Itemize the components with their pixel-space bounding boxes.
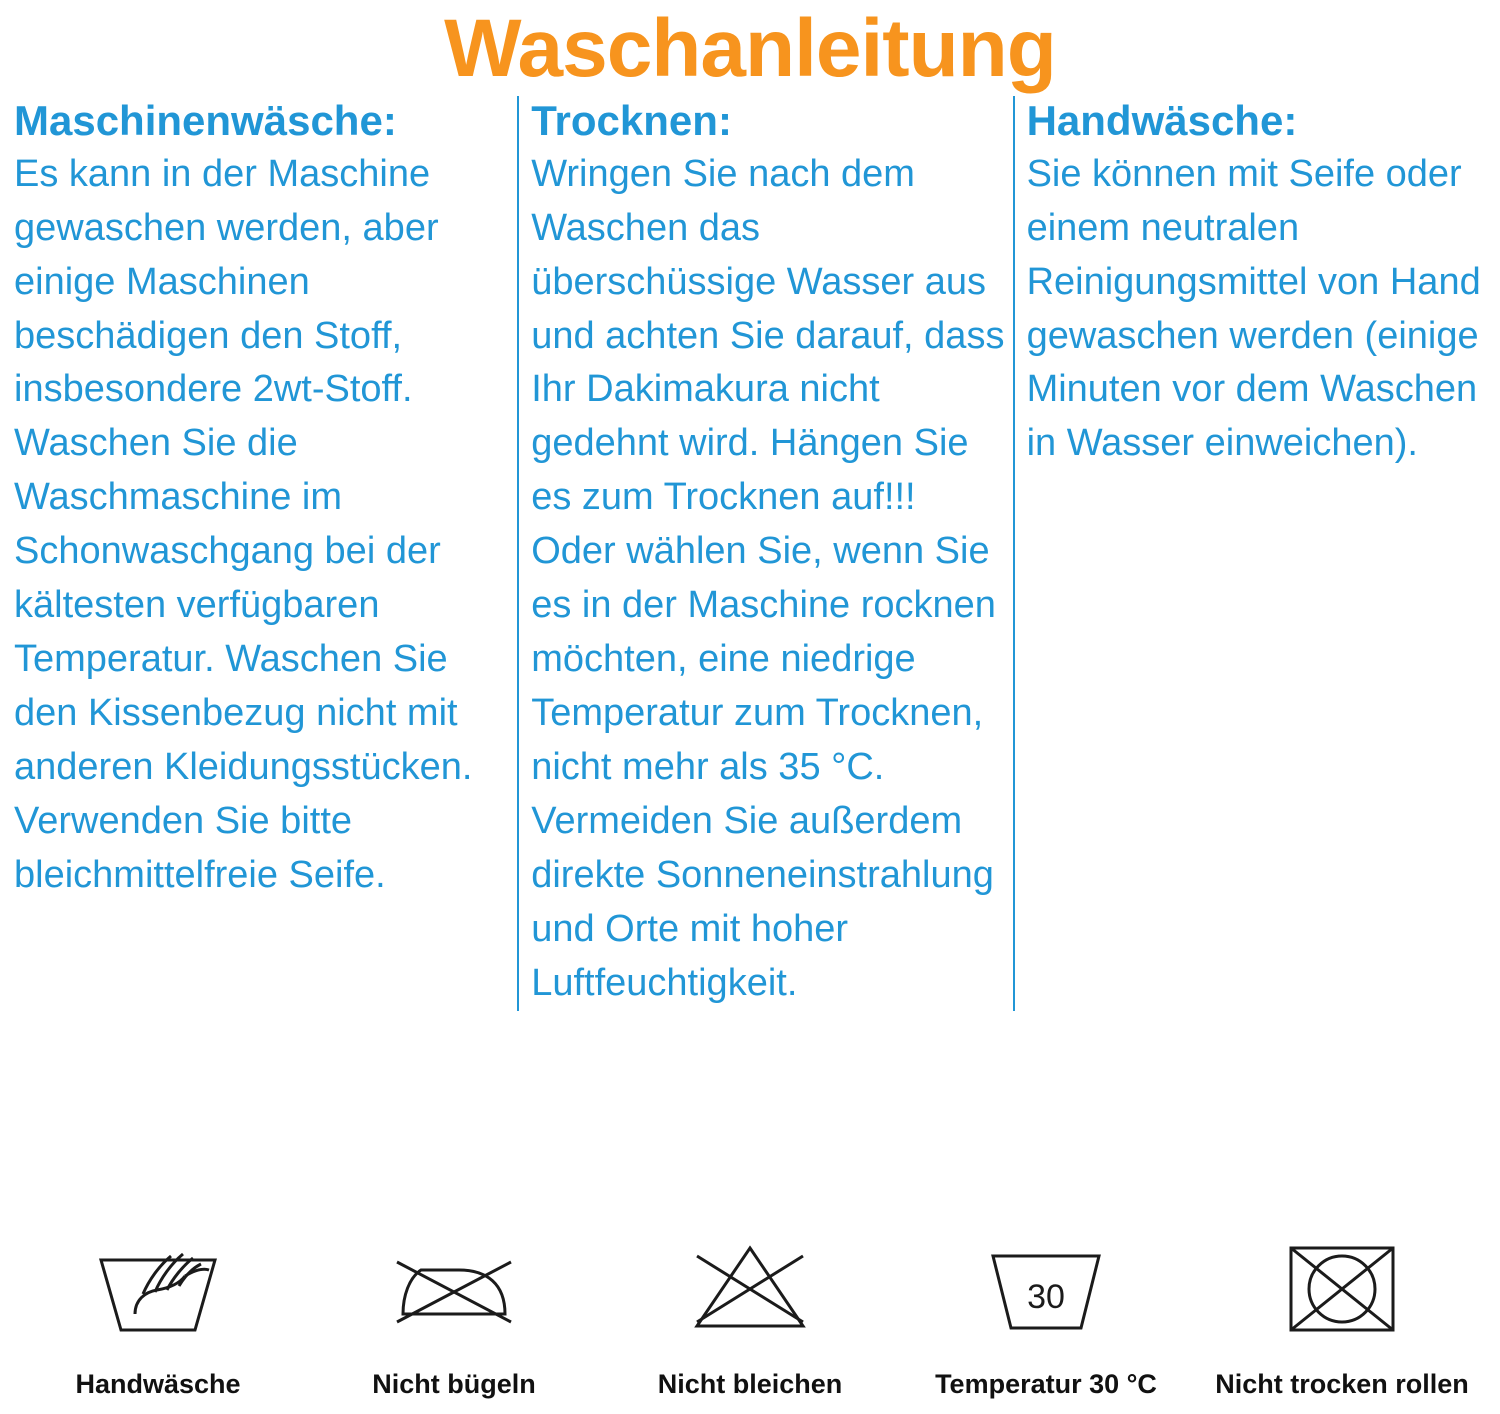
column-body-machine-wash: Es kann in der Maschine gewaschen werden, aber einige Maschinen beschädigen den Stoff, insbesondere 2wt-Stoff. Waschen Sie die Waschmaschine im Schonwaschgang bei der kältesten verfügbaren Temperatur. Waschen Sie den Kissenbezug nicht mit anderen Kleidungsstücken. Verwenden Sie bitte bleichmittelfreie Seife. [14,152,473,897]
care-symbol-caption: Nicht trocken rollen [1215,1369,1469,1399]
column-heading-machine-wash: Maschinenwäsche: [14,97,397,145]
wash-30-degrees-icon [971,1217,1121,1347]
column-heading-drying: Trocknen: [531,97,732,145]
instruction-columns [0,96,1500,1096]
care-symbol-hand-wash [18,1217,298,1400]
care-instructions-page [0,3,1500,1414]
care-symbol-caption: Nicht bügeln [372,1369,536,1399]
svg-text:30: 30 [1027,1278,1065,1316]
column-machine-wash [8,96,517,903]
care-symbol-caption: Nicht bleichen [657,1369,843,1399]
column-hand-wash [1015,96,1492,471]
column-heading-hand-wash: Handwäsche: [1026,97,1298,145]
column-body-drying: Wringen Sie nach dem Waschen das überschüssige Wasser aus und achten Sie darauf, dass Ihr Dakimakura nicht gedehnt wird. Hängen Sie es zum Trocknen auf!!! Oder wählen Sie, wenn Sie es in der Maschine rocknen möchten, eine niedrige Temperatur zum Trocknen, nicht mehr als 35 °C. Vermeiden Sie außerdem direkte Sonneneinstrahlung und Orte mit hoher Luftfeuchtigkeit. [531,152,1005,1004]
do-not-iron-icon [379,1217,529,1347]
care-symbol-wash-30 [906,1217,1186,1400]
column-drying [517,96,1014,1011]
care-symbol-do-not-bleach [610,1217,890,1400]
care-symbol-do-not-tumble-dry [1202,1217,1482,1400]
do-not-tumble-dry-icon [1267,1217,1417,1347]
care-symbol-caption: Handwäsche [75,1369,241,1399]
page-title: Waschanleitung [444,3,1056,94]
care-symbol-caption: Temperatur 30 °C [935,1369,1157,1399]
care-symbol-do-not-iron [314,1217,594,1400]
care-symbol-row [0,1217,1500,1414]
do-not-bleach-icon [675,1217,825,1347]
hand-wash-icon [83,1217,233,1347]
column-body-hand-wash: Sie können mit Seife oder einem neutralen Reinigungsmittel von Hand gewaschen werden (einige Minuten vor dem Waschen in Wasser einweichen). [1026,152,1481,465]
